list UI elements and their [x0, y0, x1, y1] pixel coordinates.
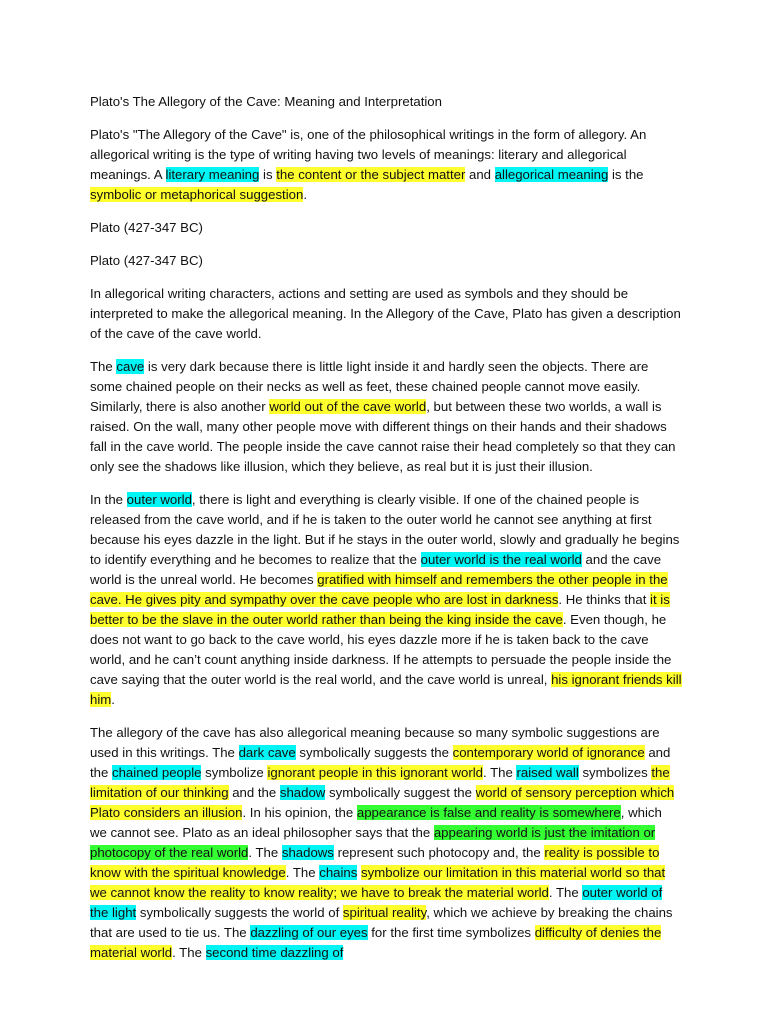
highlighted-text-yellow: spiritual reality [342, 905, 427, 920]
highlighted-text-yellow: the content or the subject matter [276, 167, 466, 182]
text-run: symbolically suggests the [295, 745, 453, 760]
text-run: for the first time symbolizes [367, 925, 535, 940]
text-run: and the cave world is the unreal world. He becomes [90, 552, 662, 587]
text-run: . In his opinion, the [242, 805, 357, 820]
highlighted-text-cyan: raised wall [516, 765, 579, 780]
highlighted-text-cyan: shadows [281, 845, 334, 860]
paragraph [90, 125, 682, 205]
text-run: and the [228, 785, 280, 800]
highlighted-text-cyan: literary meaning [165, 167, 260, 182]
paragraph [90, 218, 682, 238]
paragraph [90, 490, 682, 710]
highlighted-text-yellow: gratified with himself and remembers the other people in the cave. He gives pity and sympathy over the cave people who are lost in darkness [90, 572, 668, 607]
paragraph [90, 723, 682, 963]
text-run: In the [90, 492, 127, 507]
highlighted-text-yellow: it is better to be the slave in the outer world rather than being the king inside the cave [90, 592, 670, 627]
text-run: is the [608, 167, 644, 182]
text-run: In allegorical writing characters, actions and setting are used as symbols and they should be interpreted to make the allegorical meaning. In the Allegory of the Cave, Plato has given a description of the cave of the cave world. [90, 286, 681, 341]
highlighted-text-yellow: world out of the cave world [269, 399, 427, 414]
highlighted-text-yellow: contemporary world of ignorance [452, 745, 645, 760]
text-run: is [259, 167, 277, 182]
highlighted-text-yellow: symbolic or metaphorical suggestion [90, 187, 304, 202]
highlighted-text-cyan: chains [319, 865, 358, 880]
highlighted-text-yellow: his ignorant friends kill him [90, 672, 682, 707]
highlighted-text-yellow: ignorant people in this ignorant world [267, 765, 483, 780]
text-run: Plato (427-347 BC) [90, 220, 203, 235]
text-run: . He thinks that [558, 592, 651, 607]
document-body [90, 125, 682, 963]
highlighted-text-yellow: the limitation of our thinking [90, 765, 670, 800]
text-run: . The [172, 945, 206, 960]
highlighted-text-cyan: dark cave [238, 745, 296, 760]
text-run: . Even though, he does not want to go back to the cave world, his eyes dazzle more if he is taken back to the cave world, and he can’t count anything inside darkness. If he attempts to persuade the people inside the cave saying that the outer world is the real world, and the cave world is unreal, [90, 612, 672, 687]
text-run: and the [90, 745, 671, 780]
highlighted-text-cyan: outer world is the real world [420, 552, 582, 567]
paragraph [90, 251, 682, 271]
text-run: . The [248, 845, 282, 860]
text-run: . [303, 187, 307, 202]
text-run: symbolizes [578, 765, 652, 780]
text-run: symbolize [201, 765, 268, 780]
text-run: , which we achieve by breaking the chains that are used to tie us. The [90, 905, 673, 940]
highlighted-text-yellow: symbolize our limitation in this material world so that we cannot know the reality to know reality; we have to break the material world [90, 865, 666, 900]
text-run: , which we cannot see. Plato as an ideal philosopher says that the [90, 805, 662, 840]
highlighted-text-yellow: difficulty of denies the material world [90, 925, 662, 960]
text-run: , but between these two worlds, a wall is raised. On the wall, many other people move with different things on their hands and their shadows fall in the cave world. The people inside the cave cannot raise their head completely so that they can only see the shadows like illusion, which they believe, as real but it is just their illusion. [90, 399, 676, 474]
text-run: symbolically suggests the world of [136, 905, 343, 920]
highlighted-text-cyan: second time dazzling of [205, 945, 344, 960]
text-run: . [111, 692, 115, 707]
highlighted-text-yellow: world of sensory perception which Plato considers an illusion [90, 785, 675, 820]
highlighted-text-cyan: shadow [279, 785, 326, 800]
text-run: Plato (427-347 BC) [90, 253, 203, 268]
highlighted-text-cyan: chained people [112, 765, 202, 780]
paragraph [90, 357, 682, 477]
text-run: Plato's "The Allegory of the Cave" is, one of the philosophical writings in the form of allegory. An allegorical writing is the type of writing having two levels of meanings: literary and allegorical meanings. A [90, 127, 647, 182]
highlighted-text-yellow: reality is possible to know with the spiritual knowledge [90, 845, 660, 880]
highlighted-text-cyan: outer world of the light [90, 885, 663, 920]
text-run: The allegory of the cave has also allegorical meaning because so many symbolic suggestions are used in this writings. The [90, 725, 660, 760]
highlighted-text-cyan: allegorical meaning [494, 167, 609, 182]
paragraph [90, 284, 682, 344]
text-run: , there is light and everything is clearly visible. If one of the chained people is released from the cave world, and if he is taken to the outer world he cannot see anything at first because his eyes dazzle in the light. But if he stays in the outer world, slowly and gradually he begins to identify everything and he becomes to realize that the [90, 492, 680, 567]
text-run: symbolically suggest the [325, 785, 476, 800]
text-run: and [465, 167, 495, 182]
text-run: . The [482, 765, 517, 780]
highlighted-text-cyan: cave [116, 359, 145, 374]
text-run: . The [548, 885, 583, 900]
highlighted-text-green: appearing world is just the imitation or photocopy of the real world [90, 825, 656, 860]
text-run: represent such photocopy and, the [333, 845, 545, 860]
highlighted-text-cyan: outer world [126, 492, 192, 507]
document-title: Plato's The Allegory of the Cave: Meaning and Interpretation [90, 94, 442, 109]
text-run: The [90, 359, 117, 374]
highlighted-text-green: appearance is false and reality is somewhere [356, 805, 621, 820]
text-run: is very dark because there is little light inside it and hardly seen the objects. There are some chained people on their necks as well as feet, these chained people cannot move easily. Similarly, there is also another [90, 359, 649, 414]
highlighted-text-cyan: dazzling of our eyes [250, 925, 368, 940]
text-run: . The [285, 865, 320, 880]
